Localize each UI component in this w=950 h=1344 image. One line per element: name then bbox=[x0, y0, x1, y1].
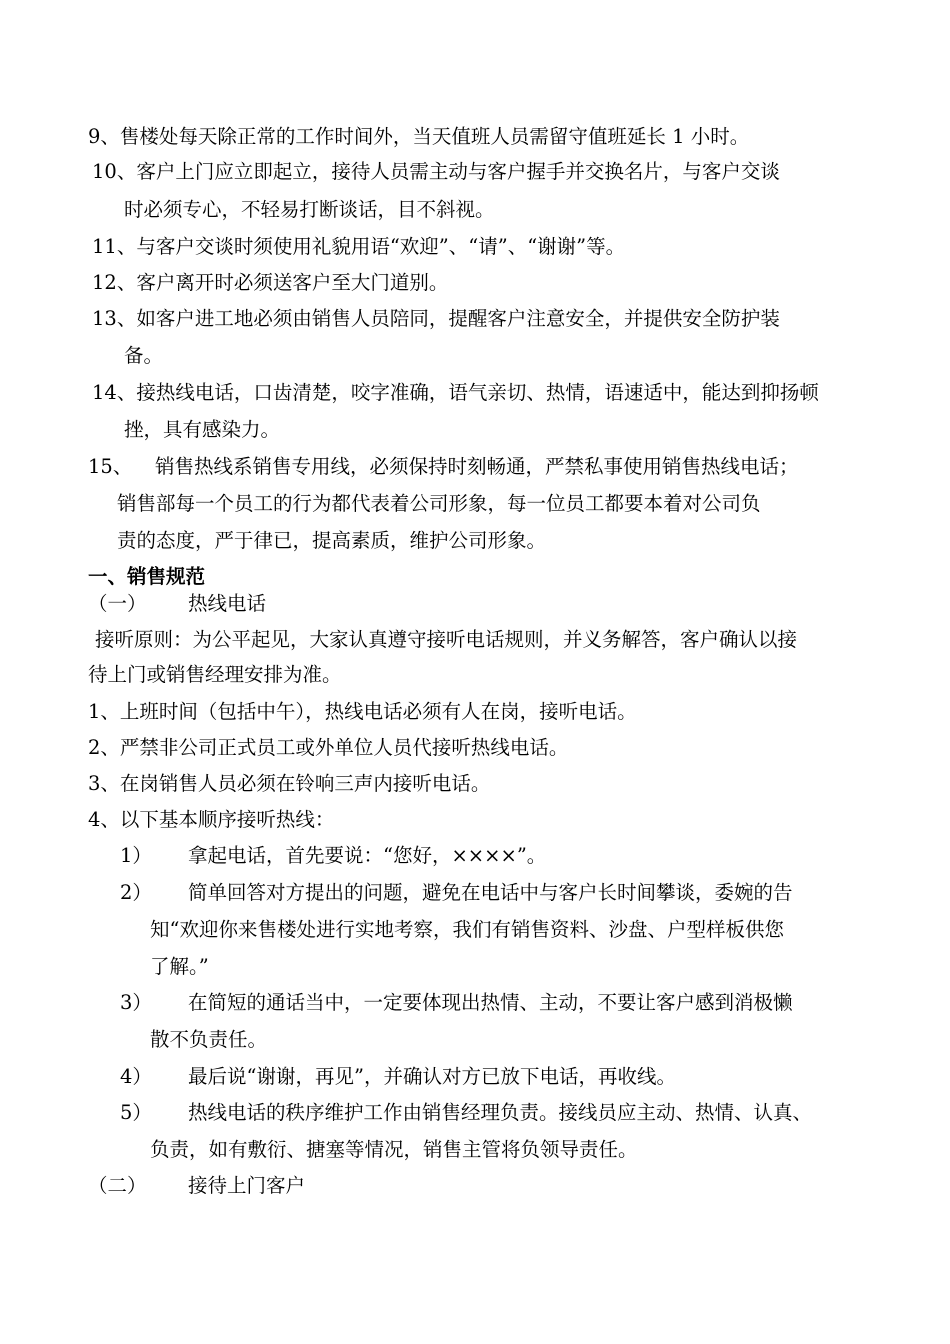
paragraph-15-number: 15、 bbox=[88, 455, 133, 478]
paragraph-11: 11、与客户交谈时须使用礼貌用语“欢迎”、“请”、“谢谢”等。 bbox=[92, 235, 626, 258]
section-title: 一、销售规范 bbox=[88, 565, 206, 588]
paragraph-14-cont: 挫，具有感染力。 bbox=[124, 418, 281, 441]
subsection-1-number: （一） bbox=[88, 592, 147, 615]
step-2-cont-2: 了解。” bbox=[150, 955, 209, 978]
paragraph-9: 9、售楼处每天除正常的工作时间外，当天值班人员需留守值班延长 1 小时。 bbox=[88, 125, 750, 148]
paragraph-14: 14、接热线电话，口齿清楚，咬字准确，语气亲切、热情，语速适中，能达到抑扬顿 bbox=[92, 381, 819, 404]
step-2: 简单回答对方提出的问题，避免在电话中与客户长时间攀谈，委婉的告 bbox=[188, 881, 793, 904]
paragraph-15-cont-1: 销售部每一个员工的行为都代表着公司形象，每一位员工都要本着对公司负 bbox=[117, 492, 761, 515]
paragraph-10-cont: 时必须专心，不轻易打断谈话，目不斜视。 bbox=[124, 198, 495, 221]
step-4: 最后说“谢谢，再见”，并确认对方已放下电话，再收线。 bbox=[188, 1065, 676, 1088]
paragraph-15-cont-2: 责的态度，严于律已，提高素质，维护公司形象。 bbox=[117, 529, 547, 552]
paragraph-15: 销售热线系销售专用线，必须保持时刻畅通，严禁私事使用销售热线电话； bbox=[155, 455, 799, 478]
rule-3: 3、在岗销售人员必须在铃响三声内接听电话。 bbox=[88, 772, 491, 795]
step-5-cont: 负责，如有敷衍、搪塞等情况，销售主管将负领导责任。 bbox=[150, 1138, 638, 1161]
paragraph-12: 12、客户离开时必须送客户至大门道别。 bbox=[92, 271, 449, 294]
step-3-number: 3） bbox=[120, 991, 152, 1014]
step-5: 热线电话的秩序维护工作由销售经理负责。接线员应主动、热情、认真、 bbox=[188, 1101, 813, 1124]
subsection-2-number: （二） bbox=[88, 1174, 147, 1197]
step-1: 拿起电话，首先要说：“您好，××××”。 bbox=[188, 844, 547, 867]
principle-text: 接听原则：为公平起见，大家认真遵守接听电话规则，并义务解答，客户确认以接 bbox=[95, 628, 798, 651]
paragraph-13: 13、如客户进工地必须由销售人员陪同，提醒客户注意安全，并提供安全防护装 bbox=[92, 307, 780, 330]
rule-1: 1、上班时间（包括中午），热线电话必须有人在岗，接听电话。 bbox=[88, 700, 637, 723]
paragraph-13-cont: 备。 bbox=[124, 344, 164, 367]
paragraph-10: 10、客户上门应立即起立，接待人员需主动与客户握手并交换名片，与客户交谈 bbox=[92, 160, 780, 183]
subsection-1-title: 热线电话 bbox=[188, 592, 267, 615]
step-3-cont: 散不负责任。 bbox=[150, 1028, 268, 1051]
principle-text-cont: 待上门或销售经理安排为准。 bbox=[88, 663, 342, 686]
step-2-number: 2） bbox=[120, 881, 152, 904]
step-4-number: 4） bbox=[120, 1065, 152, 1088]
step-5-number: 5） bbox=[120, 1101, 152, 1124]
step-3: 在简短的通话当中，一定要体现出热情、主动，不要让客户感到消极懒 bbox=[188, 991, 793, 1014]
step-2-cont-1: 知“欢迎你来售楼处进行实地考察，我们有销售资料、沙盘、户型样板供您 bbox=[150, 918, 784, 941]
rule-4: 4、以下基本顺序接听热线： bbox=[88, 808, 335, 831]
rule-2: 2、严禁非公司正式员工或外单位人员代接听热线电话。 bbox=[88, 736, 569, 759]
step-1-number: 1） bbox=[120, 844, 152, 867]
subsection-2-title: 接待上门客户 bbox=[188, 1174, 306, 1197]
